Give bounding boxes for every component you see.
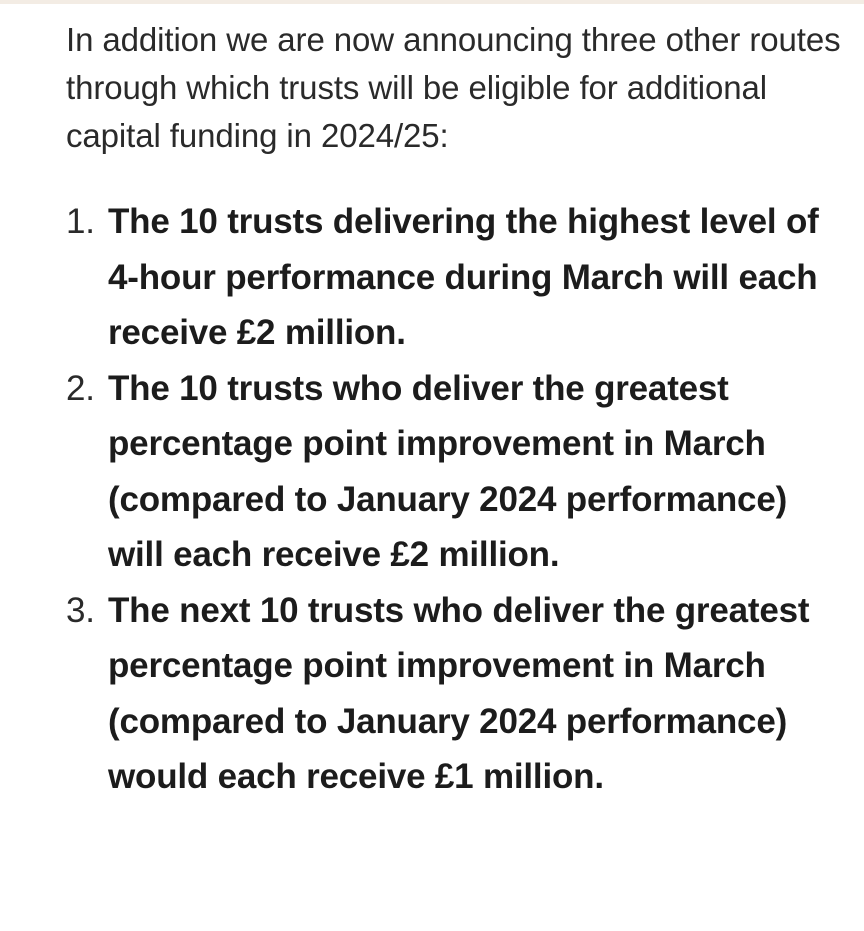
list-item-number: 1. bbox=[66, 202, 95, 241]
top-divider bbox=[0, 0, 864, 4]
list-item-text: The 10 trusts who deliver the greatest percentage point improvement in March (compared to January 2024 performance) will each receive £2 million. bbox=[108, 368, 788, 574]
funding-routes-list bbox=[66, 194, 846, 805]
list-item-number: 3. bbox=[66, 590, 95, 630]
article-body bbox=[66, 16, 846, 805]
list-item-number: 2. bbox=[66, 368, 95, 408]
list-item bbox=[66, 361, 846, 583]
list-item-text: The next 10 trusts who deliver the greatest percentage point improvement in March (compared to January 2024 performance) would each receive £1 million. bbox=[108, 590, 810, 796]
list-item bbox=[66, 194, 846, 361]
list-item-text: The 10 trusts delivering the highest level of 4-hour performance during March will each receive £2 million. bbox=[108, 202, 819, 352]
intro-paragraph: In addition we are now announcing three other routes through which trusts will be eligible for additional capital funding in 2024/25: bbox=[66, 21, 841, 154]
list-item bbox=[66, 583, 846, 805]
